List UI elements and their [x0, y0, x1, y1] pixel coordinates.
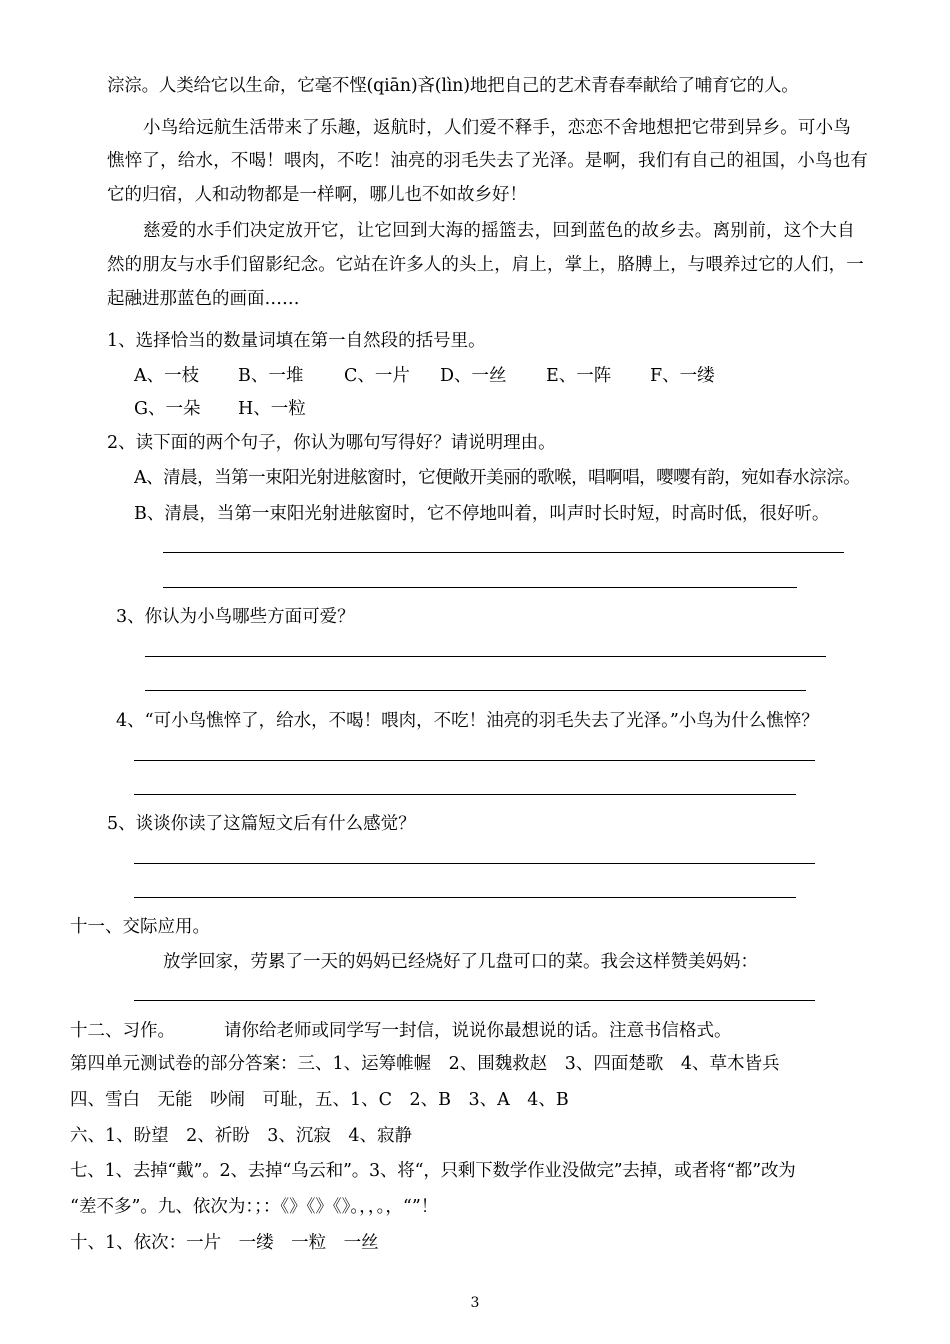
answer-key-line: “差不多”。九、依次为：；：《》《》《》。，，。，“”！	[70, 1197, 439, 1217]
section-11-prompt: 放学回家，劳累了一天的妈妈已经烧好了几盘可口的菜。我会这样赞美妈妈：	[163, 952, 758, 972]
passage-line: 它的归宿，人和动物都是一样啊，哪儿也不如故乡好！	[107, 185, 527, 205]
answer-line[interactable]	[134, 794, 796, 795]
answer-line[interactable]	[134, 1000, 815, 1001]
answer-line[interactable]	[134, 897, 796, 898]
passage-line: 然的朋友与水手们留影纪念。它站在许多人的头上，肩上，掌上，胳膊上，与喂养过它的人们，一	[107, 255, 864, 275]
passage-line: 憔悴了，给水，不喝！喂肉，不吃！油亮的羽毛失去了光泽。是啊，我们有自己的祖国，小鸟也有	[107, 151, 869, 171]
answer-line[interactable]	[145, 690, 806, 691]
answer-line[interactable]	[134, 863, 815, 864]
q1-options-row2	[134, 397, 306, 421]
section-12-title: 十二、习作。	[70, 1021, 175, 1041]
answer-line[interactable]	[163, 552, 844, 553]
option-e: E、一阵	[546, 366, 612, 386]
q2-sentence-b: B、清晨，当第一束阳光射进舷窗时，它不停地叫着，叫声时长时短，时高时低，很好听。	[134, 504, 830, 524]
answer-key-line: 六、1、盼望 2、祈盼 3、沉寂 4、寂静	[70, 1126, 413, 1146]
option-g: G、一朵	[134, 399, 201, 419]
section-11-title: 十一、交际应用。	[70, 917, 210, 937]
question-1: 1、选择恰当的数量词填在第一自然段的括号里。	[107, 331, 486, 351]
passage-line: 慈爱的水手们决定放开它，让它回到大海的摇篮去，回到蓝色的故乡去。离别前，这个大自	[143, 221, 855, 241]
answer-line[interactable]	[145, 656, 826, 657]
question-2: 2、读下面的两个句子，你认为哪句写得好？请说明理由。	[107, 433, 556, 453]
option-c: C、一片	[344, 366, 410, 386]
question-5: 5、谈谈你读了这篇短文后有什么感觉？	[107, 814, 416, 834]
passage-line: 起融进那蓝色的画面……	[107, 289, 300, 309]
q2-sentence-a: A、清晨，当第一束阳光射进舷窗时，它便敞开美丽的歌喉，唱啊唱，嘤嘤有韵，宛如春水淙淙。	[134, 468, 861, 488]
option-d: D、一丝	[440, 366, 507, 386]
option-a: A、一枝	[134, 366, 200, 386]
answer-line[interactable]	[134, 760, 815, 761]
q1-options-row1	[134, 364, 715, 388]
option-b: B、一堆	[238, 366, 304, 386]
answer-key-line: 第四单元测试卷的部分答案：三、1、运筹帷幄 2、围魏救赵 3、四面楚歌 4、草木皆兵	[70, 1054, 780, 1074]
option-f: F、一缕	[650, 366, 715, 386]
passage-line: 小鸟给远航生活带来了乐趣，返航时，人们爱不释手，恋恋不舍地想把它带到异乡。可小鸟	[143, 118, 851, 138]
passage-line: 淙淙。人类给它以生命，它毫不悭(qiān)吝(lìn)地把自己的艺术青春奉献给了哺育它的人。	[107, 76, 799, 96]
question-4: 4、“可小鸟憔悴了，给水，不喝！喂肉，不吃！油亮的羽毛失去了光泽。”小鸟为什么憔悴？	[116, 711, 819, 731]
question-3: 3、你认为小鸟哪些方面可爱？	[116, 607, 355, 627]
answer-line[interactable]	[163, 587, 797, 588]
answer-key-line: 十、1、依次：一片 一缕 一粒 一丝	[70, 1233, 379, 1253]
section-12-prompt: 请你给老师或同学写一封信，说说你最想说的话。注意书信格式。	[224, 1021, 732, 1041]
answer-key-line: 七、1、去掉“戴”。2、去掉“乌云和”。3、将“，只剩下数学作业没做完”去掉，或者将“都”改为	[70, 1161, 796, 1181]
answer-key-line: 四、雪白 无能 吵闹 可耻，五、1、C 2、B 3、A 4、B	[70, 1090, 569, 1110]
option-h: H、一粒	[238, 399, 306, 419]
page-number: 3	[470, 1295, 480, 1311]
